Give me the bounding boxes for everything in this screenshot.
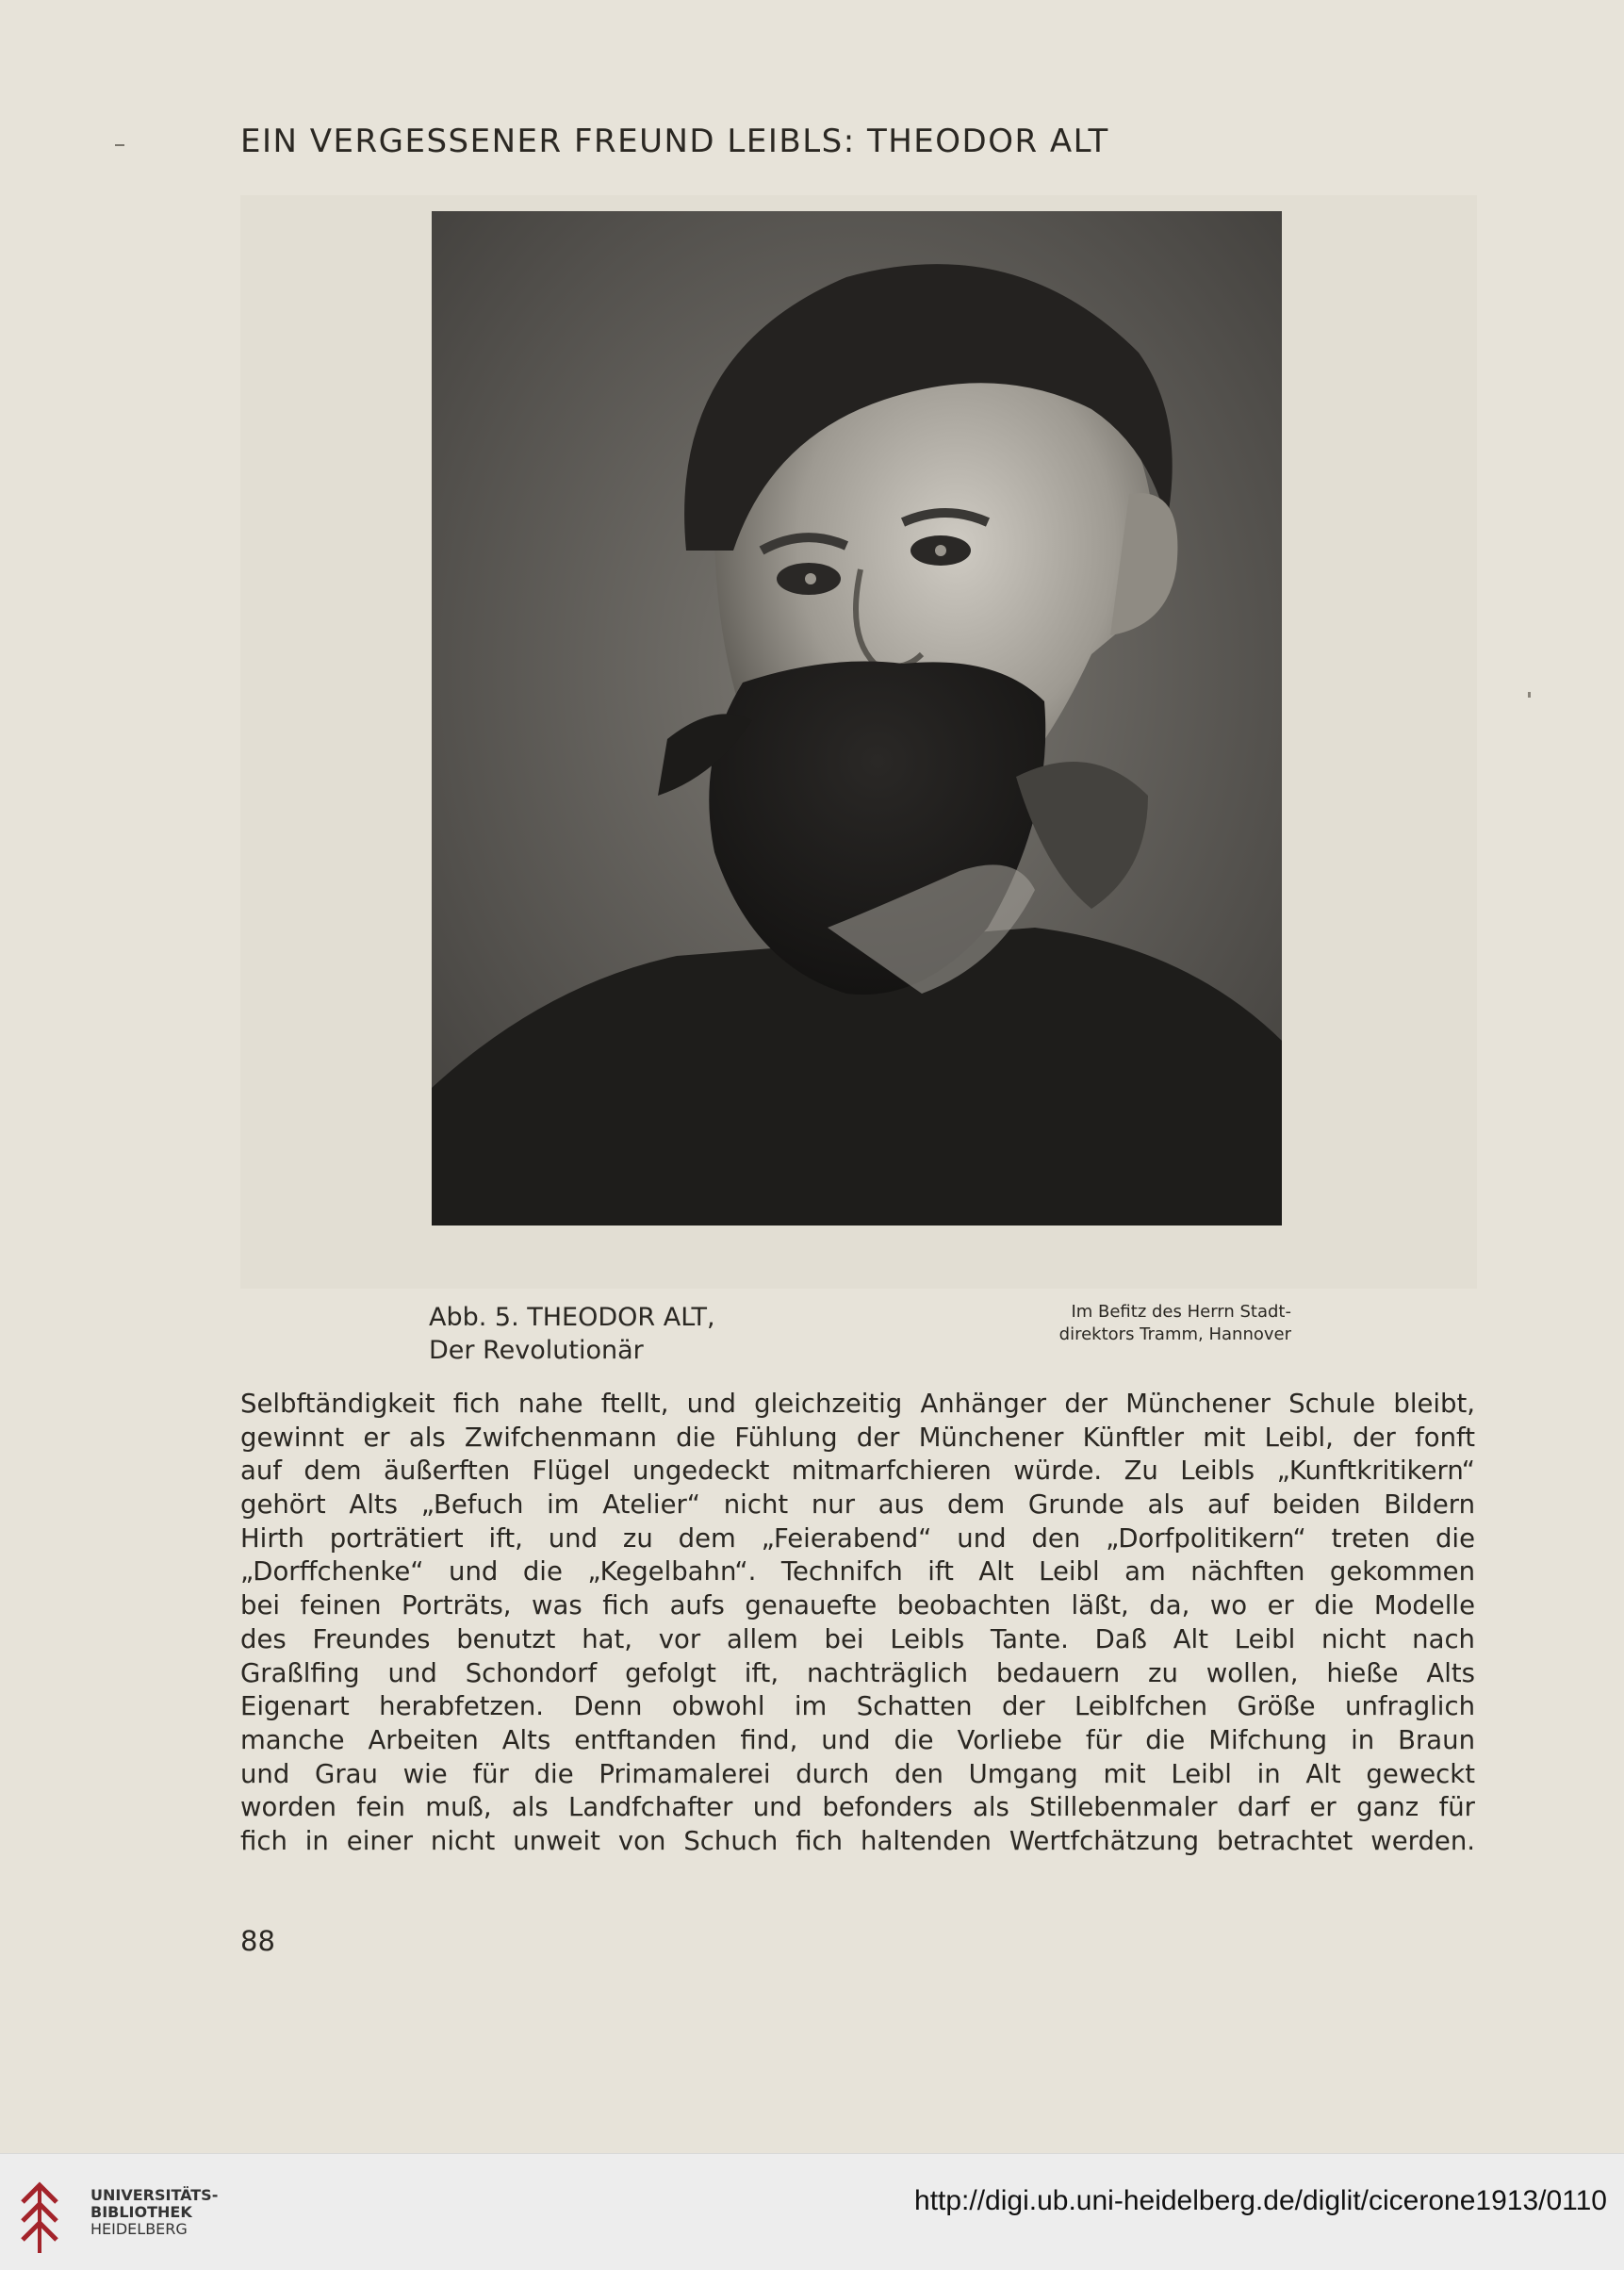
- caption-title: Abb. 5. THEODOR ALT,: [429, 1303, 715, 1332]
- text-line: fich in einer nicht unweit von Schuch fich haltenden Wertfchätzung betrachtet werden.: [240, 1825, 1475, 1856]
- library-name-line: BIBLIOTHEK: [90, 2203, 192, 2221]
- text-line: Eigenart herabfetzen. Denn obwohl im Schatten der Leiblfchen Größe unfraglich: [240, 1691, 1475, 1722]
- text-line: auf dem äußerften Flügel ungedeckt mitmarfchieren würde. Zu Leibls „Kunftkritikern“: [240, 1456, 1475, 1487]
- text-line: manche Arbeiten Alts entftanden find, und die Vorliebe für die Mifchung in Braun: [240, 1724, 1475, 1755]
- text-line: gehört Alts „Befuch im Atelier“ nicht nur aus dem Grunde als auf beiden Bildern: [240, 1489, 1475, 1521]
- text-line: worden fein muß, als Landfchafter und befonders als Stillebenmaler darf er ganz für: [240, 1792, 1475, 1823]
- caption-subtitle: Der Revolutionär: [429, 1336, 644, 1365]
- text-line: gewinnt er als Zwifchenmann die Fühlung der Münchener Künftler mit Leibl, der fonft: [240, 1422, 1475, 1453]
- figure-credit: [943, 1301, 1291, 1346]
- text-line: Selbftändigkeit fich nahe ftellt, und gleichzeitig Anhänger der Münchener Schule bleibt,: [240, 1389, 1475, 1419]
- library-name-line: HEIDELBERG: [90, 2220, 188, 2238]
- source-url-link[interactable]: http://digi.ub.uni-heidelberg.de/diglit/cicerone1913/0110: [914, 2185, 1607, 2216]
- text-line: und Grau wie für die Primamalerei durch den Umgang mit Leibl in Alt geweckt: [240, 1758, 1475, 1789]
- margin-speck: [1528, 692, 1531, 698]
- margin-mark: [115, 144, 124, 146]
- library-name: [90, 2187, 218, 2238]
- text-line: „Dorffchenke“ und die „Kegelbahn“. Technifch ift Alt Leibl am nächften gekommen: [240, 1556, 1475, 1587]
- page-number: 88: [240, 1925, 275, 1957]
- library-logo-icon: [17, 2174, 62, 2255]
- credit-line: Im Befitz des Herrn Stadt-: [1071, 1302, 1291, 1322]
- credit-line: direktors Tramm, Hannover: [1058, 1324, 1291, 1344]
- text-line: des Freundes benutzt hat, vor allem bei Leibls Tante. Daß Alt Leibl nicht nach: [240, 1623, 1475, 1654]
- text-line: Hirth porträtiert ift, und zu dem „Feierabend“ und den „Dorfpolitikern“ treten die: [240, 1522, 1475, 1554]
- body-paragraph: [240, 1388, 1475, 1859]
- text-line: Graßlfing und Schondorf gefolgt ift, nachträglich bedauern zu wollen, hieße Alts: [240, 1657, 1475, 1688]
- library-name-line: UNIVERSITÄTS-: [90, 2186, 219, 2204]
- running-header: EIN VERGESSENER FREUND LEIBLS: THEODOR ALT: [240, 123, 1109, 160]
- text-line: bei feinen Porträts, was fich aufs genauefte beobachten läßt, da, wo er die Modelle: [240, 1590, 1475, 1621]
- portrait-illustration: [432, 211, 1282, 1225]
- figure-caption: [429, 1301, 715, 1367]
